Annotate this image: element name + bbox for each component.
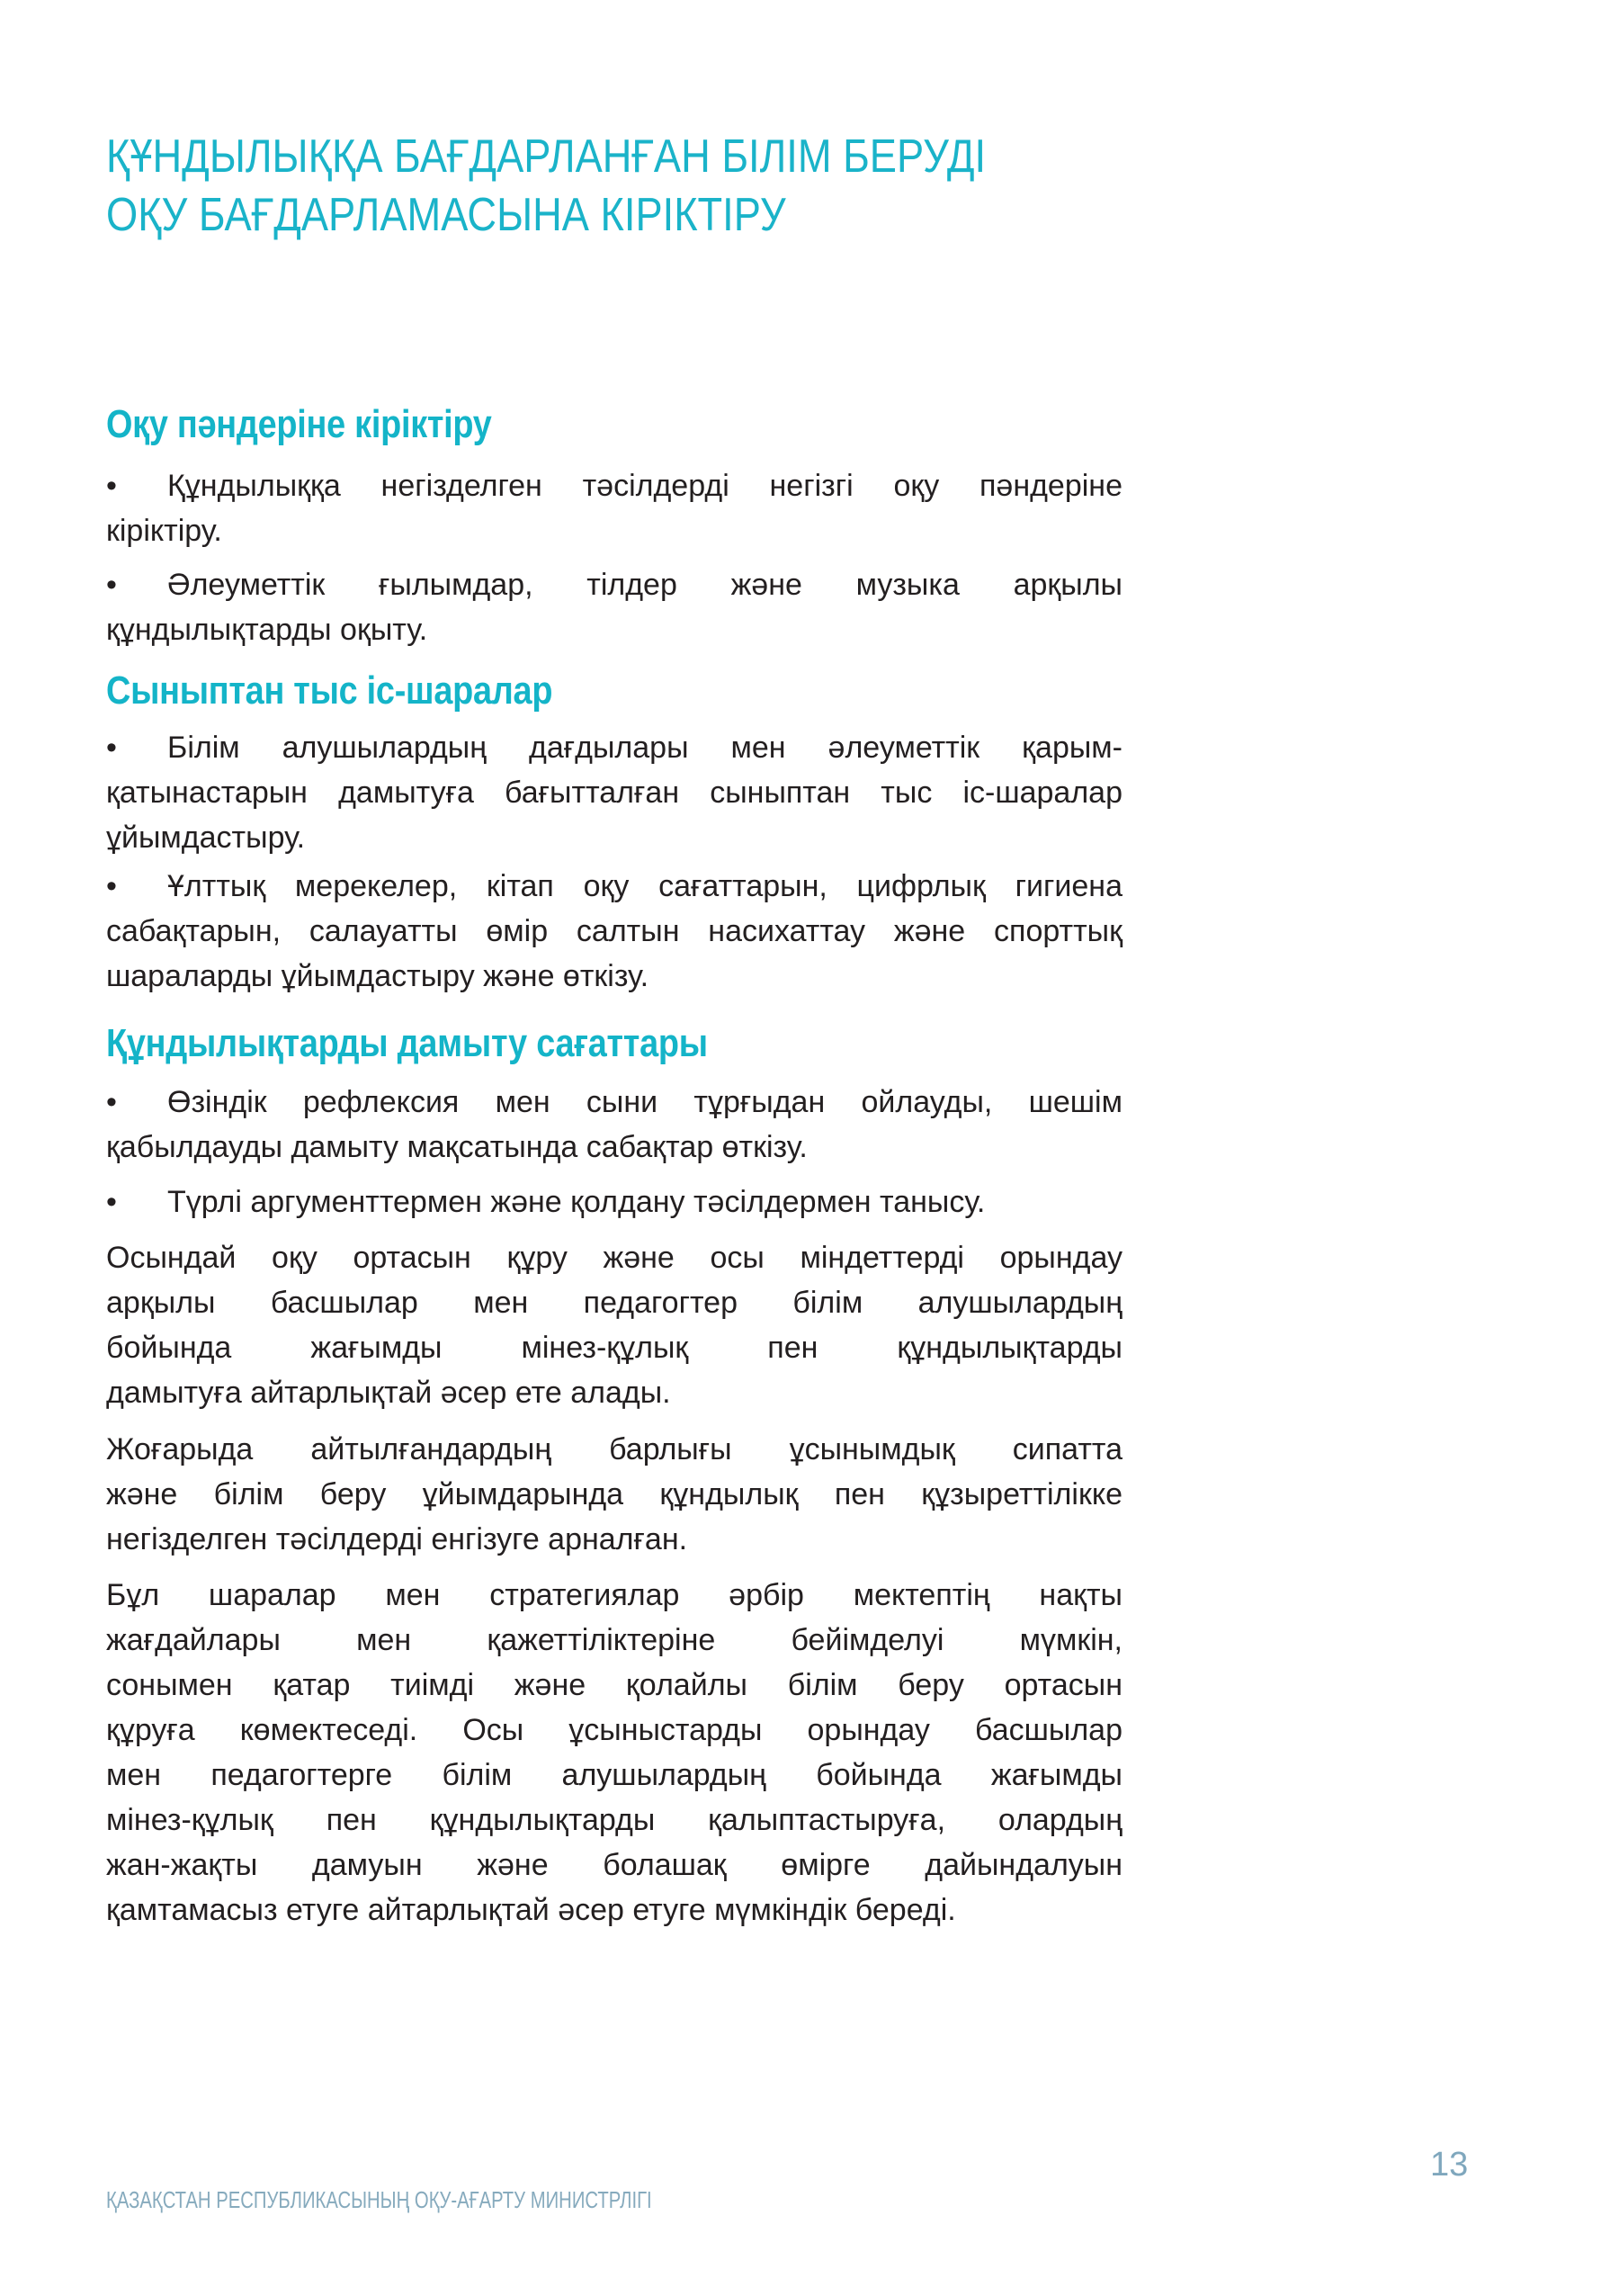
bullet-icon: • [106,1185,117,1219]
body-paragraph-2 [106,1427,1123,1562]
text-line-content: Өзіндік рефлексия мен сыни тұрғыдан ойлауды, шешім [167,1085,1123,1119]
text-line: және білім беру ұйымдарында құндылық пен құзыреттілікке [106,1477,1123,1511]
text-line [106,463,1123,508]
page-title-line-1: ҚҰНДЫЛЫҚҚА БАҒДАРЛАНҒАН БІЛІМ БЕРУДІ [106,130,987,183]
text-line: қамтамасыз етуге айтарлықтай әсер етуге мүмкіндік береді. [106,1893,956,1927]
text-line: арқылы басшылар мен педагогтер білім алушылардың [106,1286,1123,1320]
text-line: бойында жағымды мінез-құлық пен құндылықтарды [106,1331,1123,1365]
text-line: мінез-құлық пен құндылықтарды қалыптастыруға, олардың [106,1803,1123,1837]
text-line: мен педагогтерге білім алушылардың бойында жағымды [106,1758,1123,1792]
text-line: кіріктіру. [106,514,222,548]
page-title-line-2: ОҚУ БАҒДАРЛАМАСЫНА КІРІКТІРУ [106,189,786,241]
text-line [106,1179,1123,1224]
bullet-item [106,1179,1123,1224]
text-line-content: Түрлі аргументтермен және қолдану тәсілдермен танысу. [167,1185,986,1219]
section-heading-subject-integration: Оқу пәндеріне кіріктіру [106,402,492,446]
body-paragraph-1 [106,1235,1123,1415]
bullet-item [106,725,1123,860]
bullet-item [106,463,1123,553]
bullet-icon: • [106,568,117,602]
text-line-content: Құндылыққа негізделген тәсілдерді негізгі оқу пәндеріне [167,469,1123,503]
text-line [106,1080,1123,1125]
bullet-icon: • [106,1085,117,1119]
text-line: Бұл шаралар мен стратегиялар әрбір мектептің нақты [106,1578,1123,1612]
text-line-content: Ұлттық мерекелер, кітап оқу сағаттарын, цифрлық гигиена [167,869,1123,903]
bullet-item [106,562,1123,652]
text-line: негізделген тәсілдерді енгізуге арналған. [106,1522,688,1556]
bullet-icon: • [106,731,117,765]
text-line: сабақтарын, салауатты өмір салтын насихаттау және спорттық [106,914,1123,948]
text-line [106,864,1123,909]
text-line: Жоғарыда айтылғандардың барлығы ұсынымдық сипатта [106,1432,1123,1466]
page-number: 13 [1430,2146,1469,2184]
bullet-item [106,864,1123,999]
bullet-icon: • [106,469,117,503]
text-line [106,725,1123,770]
text-line: қабылдауды дамыту мақсатында сабақтар өткізу. [106,1130,808,1164]
page-title [106,128,1117,245]
text-line: жағдайлары мен қажеттіліктеріне бейімделуі мүмкін, [106,1623,1123,1657]
text-line: дамытуға айтарлықтай әсер ете алады. [106,1376,671,1410]
text-line: Осындай оқу ортасын құру және осы міндеттерді орындау [106,1241,1123,1275]
text-line: шараларды ұйымдастыру және өткізу. [106,959,649,993]
text-line-content: Әлеуметтік ғылымдар, тілдер және музыка арқылы [167,568,1123,602]
section-heading-values-hours: Құндылықтарды дамыту сағаттары [106,1021,708,1065]
text-line: ұйымдастыру. [106,821,306,855]
text-line: құндылықтарды оқыту. [106,613,428,647]
text-line-content: Білім алушылардың дағдылары мен әлеуметтік қарым- [167,731,1123,765]
text-line: жан-жақты дамуын және болашақ өмірге дайындалуын [106,1848,1123,1882]
text-line: құруға көмектеседі. Осы ұсыныстарды орындау басшылар [106,1713,1123,1747]
bullet-icon: • [106,869,117,903]
text-line: қатынастарын дамытуға бағытталған сыныптан тыс іс-шаралар [106,776,1123,810]
section-heading-extracurricular: Сыныптан тыс іс-шаралар [106,668,553,713]
text-line: сонымен қатар тиімді және қолайлы білім беру ортасын [106,1668,1123,1702]
bullet-item [106,1080,1123,1170]
text-line [106,562,1123,607]
body-paragraph-3 [106,1573,1123,1933]
footer-organization: ҚАЗАҚСТАН РЕСПУБЛИКАСЫНЫҢ ОҚУ-АҒАРТУ МИНИСТРЛІГІ [106,2186,652,2213]
